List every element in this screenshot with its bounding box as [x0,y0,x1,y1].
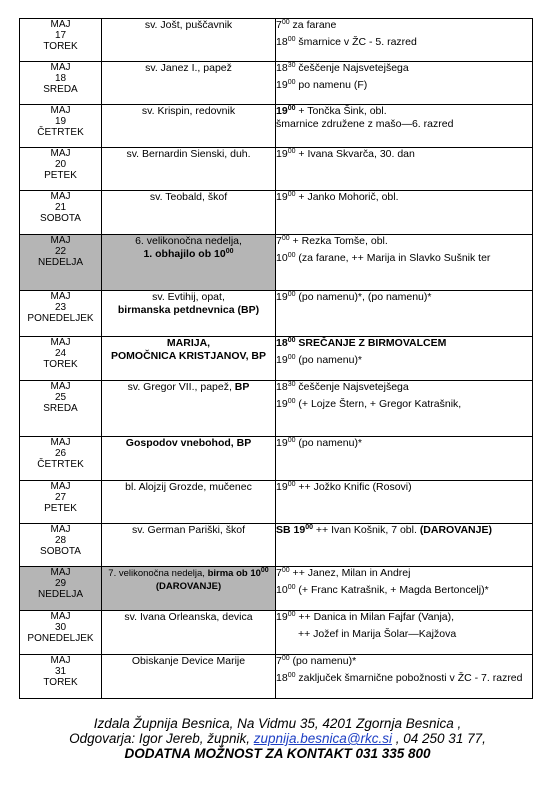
saint-line [102,567,275,580]
text-run: 19 [276,79,288,91]
day-number: 27 [54,492,67,503]
month-label: MAJ [50,567,71,578]
text-run: 19 [276,611,288,623]
date-cell [20,148,102,191]
mass-schedule-table [19,18,533,699]
responsible-text: Odgovarja: Igor Jereb, župnik, [69,731,254,746]
date-cell [20,337,102,381]
text-run: 19 [276,437,288,449]
text-run: (za farane, ++ Marija in Slavko Sušnik ter [295,252,491,264]
saint-line [102,248,275,261]
saint-line: sv. German Pariški, škof [132,524,245,536]
saint-cell [102,481,276,524]
saint-cell [102,62,276,105]
text-run: (po namenu)*, (po namenu)* [295,291,432,303]
saint-cell [102,105,276,148]
schedule-row [20,567,533,611]
intention-line [276,628,532,641]
saint-cell [102,437,276,481]
text-run: (DAROVANJE) [419,524,492,536]
time-superscript: 00 [281,235,290,242]
text-run: + Janko Mohorič, obl. [295,191,399,203]
day-number: 26 [54,448,67,459]
month-label: MAJ [50,235,71,246]
time-superscript: 00 [281,567,290,574]
text-run: (po namenu)* [295,354,363,366]
saint-cell [102,611,276,655]
month-label: MAJ [50,437,71,448]
time-superscript: 00 [287,437,296,444]
month-label: MAJ [50,655,71,666]
schedule-row [20,655,533,699]
month-label: MAJ [50,611,71,622]
text-run: SB 19 [276,524,306,536]
saint-line: bl. Alojzij Grozde, mučenec [125,481,252,493]
intention-line [276,481,532,494]
weekday-label: PETEK [44,503,77,514]
intention-line [276,62,532,75]
time-superscript: 00 [287,337,296,344]
weekday-label: ČETRTEK [37,127,84,138]
extra-contact-line: DODATNA MOŽNOST ZA KONTAKT 031 335 800 [124,746,431,761]
saint-cell [102,291,276,337]
time-superscript: 00 [287,398,296,405]
saint-line: Obiskanje Device Marije [131,655,246,667]
text-run: ++ Jožef in Marija Šolar—Kajžova [298,628,457,640]
saint-line: sv. Teobald, škof [149,191,228,203]
weekday-label: NEDELJA [37,589,83,600]
weekday-label: SREDA [43,84,78,95]
text-run: 18 [276,36,288,48]
saint-cell [102,524,276,567]
weekday-label: ČETRTEK [37,459,84,470]
day-number: 23 [54,302,67,313]
time-superscript: 00 [287,481,296,488]
weekday-label: SOBOTA [40,546,81,557]
intention-line [276,567,532,580]
mass-intentions-cell [276,655,533,699]
text-run: 1. obhajilo ob 10 [143,248,226,260]
text-run: (po namenu)* [295,437,363,449]
weekday-label: PONEDELJEK [27,633,94,644]
month-label: MAJ [50,481,71,492]
day-number: 24 [54,348,67,359]
mass-intentions-cell [276,62,533,105]
intention-line [276,611,532,624]
day-number: 20 [54,159,67,170]
time-superscript: 00 [287,148,296,155]
intention-line [276,524,532,537]
weekday-label: SREDA [43,403,78,414]
time-superscript: 00 [287,191,296,198]
text-run: češčenje Najsvetejšega [295,62,409,74]
intention-line [276,584,532,597]
text-run: šmarnice združene z mašo—6. razred [276,118,454,130]
date-cell [20,437,102,481]
intention-line [276,191,532,204]
text-run: 19 [276,398,288,410]
mass-intentions-cell [276,235,533,291]
time-superscript: 00 [287,291,296,298]
saint-line: POMOČNICA KRISTJANOV, BP [111,350,266,362]
time-superscript: 00 [287,584,296,591]
text-run: ++ Janez, Milan in Andrej [289,567,411,579]
saint-line: sv. Evtihij, opat, [152,291,225,303]
weekday-label: NEDELJA [37,257,83,268]
mass-intentions-cell [276,524,533,567]
text-run: (po namenu)* [289,655,357,667]
text-run: 19 [276,105,288,117]
text-run: po namenu (F) [295,79,368,91]
time-superscript: 00 [287,79,296,86]
intention-line [276,381,532,394]
mass-intentions-cell [276,19,533,62]
text-run: 19 [276,291,288,303]
time-superscript: 00 [287,672,296,679]
text-run: 19 [276,481,288,493]
day-number: 19 [54,116,67,127]
text-run: za farane [289,19,337,31]
day-number: 30 [54,622,67,633]
phone-text: , 04 250 31 77, [392,731,486,746]
text-run: 7 [276,655,282,667]
saint-cell [102,148,276,191]
time-superscript: 00 [287,36,296,43]
saint-cell [102,381,276,437]
saint-line: sv. Jošt, puščavnik [144,19,233,31]
intention-line [276,36,532,49]
saint-line: sv. Ivana Orleanska, devica [124,611,253,623]
text-run: 7 [276,235,282,247]
text-run: 10 [276,252,288,264]
mass-intentions-cell [276,337,533,381]
text-run: 10 [276,584,288,596]
month-label: MAJ [50,19,71,30]
time-superscript: 00 [287,105,296,112]
saint-cell [102,191,276,235]
schedule-row [20,337,533,381]
schedule-row [20,148,533,191]
time-superscript: 00 [225,248,234,255]
intention-line [276,118,532,131]
intention-line [276,354,532,367]
weekday-label: PONEDELJEK [27,313,94,324]
text-run: (+ Franc Katrašnik, + Magda Bertoncelj)* [295,584,489,596]
month-label: MAJ [50,381,71,392]
text-run: 18 [276,672,288,684]
text-run: 18 [276,381,288,393]
date-cell [20,381,102,437]
weekday-label: SOBOTA [40,213,81,224]
saint-cell [102,567,276,611]
text-run: 19 [276,191,288,203]
saint-line: Gospodov vnebohod, BP [125,437,252,449]
text-run: 7 [276,19,282,31]
mass-intentions-cell [276,105,533,148]
time-superscript: 00 [281,19,290,26]
text-run: šmarnice v ŽC - 5. razred [295,36,417,48]
saint-line: sv. Janez I., papež [145,62,232,74]
text-run: 19 [276,354,288,366]
saint-line: (DAROVANJE) [155,581,222,592]
saint-line: sv. Krispin, redovnik [141,105,236,117]
mass-intentions-cell [276,567,533,611]
day-number: 22 [54,246,67,257]
saint-line: 6. velikonočna nedelja, [135,235,242,247]
text-run: češčenje Najsvetejšega [295,381,409,393]
mass-intentions-cell [276,381,533,437]
month-label: MAJ [50,337,71,348]
day-number: 21 [54,202,67,213]
text-run: 7 [276,567,282,579]
text-run: BP [234,381,250,393]
day-number: 17 [54,30,67,41]
saint-line [102,381,275,394]
text-run: birma ob 10 [207,568,261,579]
text-run: zaključek šmarnične pobožnosti v ŽC - 7. razred [295,672,523,684]
date-cell [20,655,102,699]
schedule-row [20,291,533,337]
date-cell [20,524,102,567]
schedule-row [20,19,533,62]
time-superscript: 30 [287,62,296,69]
date-cell [20,567,102,611]
publisher-line: Izdala Župnija Besnica, Na Vidmu 35, 4201 Zgornja Besnica , [93,716,462,731]
contact-line [0,731,555,746]
intention-line [276,398,532,411]
weekday-label: TOREK [43,677,78,688]
text-run: 18 [276,62,288,74]
intention-line [276,337,532,350]
saint-line: birmanska petdnevnica (BP) [117,304,260,316]
date-cell [20,481,102,524]
saint-cell [102,235,276,291]
schedule-row [20,105,533,148]
schedule-row [20,191,533,235]
text-run: 19 [276,148,288,160]
saint-cell [102,19,276,62]
schedule-row [20,381,533,437]
day-number: 29 [54,578,67,589]
date-cell [20,235,102,291]
date-cell [20,19,102,62]
mass-intentions-cell [276,148,533,191]
mass-intentions-cell [276,191,533,235]
date-cell [20,105,102,148]
day-number: 28 [54,535,67,546]
schedule-row [20,437,533,481]
date-cell [20,62,102,105]
time-superscript: 00 [287,252,296,259]
intention-line [276,148,532,161]
weekday-label: TOREK [43,359,78,370]
text-run: ++ Ivan Košnik, 7 obl. [312,524,420,536]
weekday-label: PETEK [44,170,77,181]
intention-line [276,235,532,248]
text-run: (+ Lojze Štern, + Gregor Katrašnik, [295,398,462,410]
saint-cell [102,655,276,699]
day-number: 18 [54,73,67,84]
intention-line [276,655,532,668]
month-label: MAJ [50,105,71,116]
intention-line [276,19,532,32]
date-cell [20,611,102,655]
intention-line [276,437,532,450]
time-superscript: 00 [287,611,296,618]
time-superscript: 00 [260,567,269,574]
date-cell [20,291,102,337]
time-superscript: 00 [305,524,313,531]
text-run: ++ Danica in Milan Fajfar (Vanja), [295,611,455,623]
text-run: + Ivana Skvarča, 30. dan [295,148,415,160]
time-superscript: 00 [281,655,290,662]
schedule-row [20,481,533,524]
footer [0,716,555,761]
mass-intentions-cell [276,437,533,481]
mass-intentions-cell [276,611,533,655]
saint-line: sv. Bernardin Sienski, duh. [126,148,251,160]
month-label: MAJ [50,524,71,535]
month-label: MAJ [50,291,71,302]
saint-cell [102,337,276,381]
intention-line [276,291,532,304]
text-run: sv. Gregor VII., papež, [127,381,235,393]
date-cell [20,191,102,235]
month-label: MAJ [50,191,71,202]
text-run: SREČANJE Z BIRMOVALCEM [295,337,447,349]
text-run: 7. velikonočna nedelja, [108,568,208,579]
text-run: + Rezka Tomše, obl. [289,235,388,247]
schedule-row [20,611,533,655]
intention-line [276,672,532,685]
email-link[interactable]: zupnija.besnica@rkc.si [253,731,393,746]
schedule-body [20,19,533,699]
mass-intentions-cell [276,481,533,524]
schedule-row [20,235,533,291]
intention-line [276,252,532,265]
mass-intentions-cell [276,291,533,337]
text-run: ++ Jožko Knific (Rosovi) [295,481,412,493]
month-label: MAJ [50,62,71,73]
text-run: 18 [276,337,288,349]
time-superscript: 30 [287,381,296,388]
schedule-row [20,62,533,105]
schedule-row [20,524,533,567]
day-number: 31 [54,666,67,677]
saint-line: MARIJA, [166,337,211,349]
intention-line [276,79,532,92]
intention-line [276,105,532,118]
month-label: MAJ [50,148,71,159]
weekday-label: TOREK [43,41,78,52]
text-run: + Tončka Šink, obl. [295,105,387,117]
time-superscript: 00 [287,354,296,361]
day-number: 25 [54,392,67,403]
